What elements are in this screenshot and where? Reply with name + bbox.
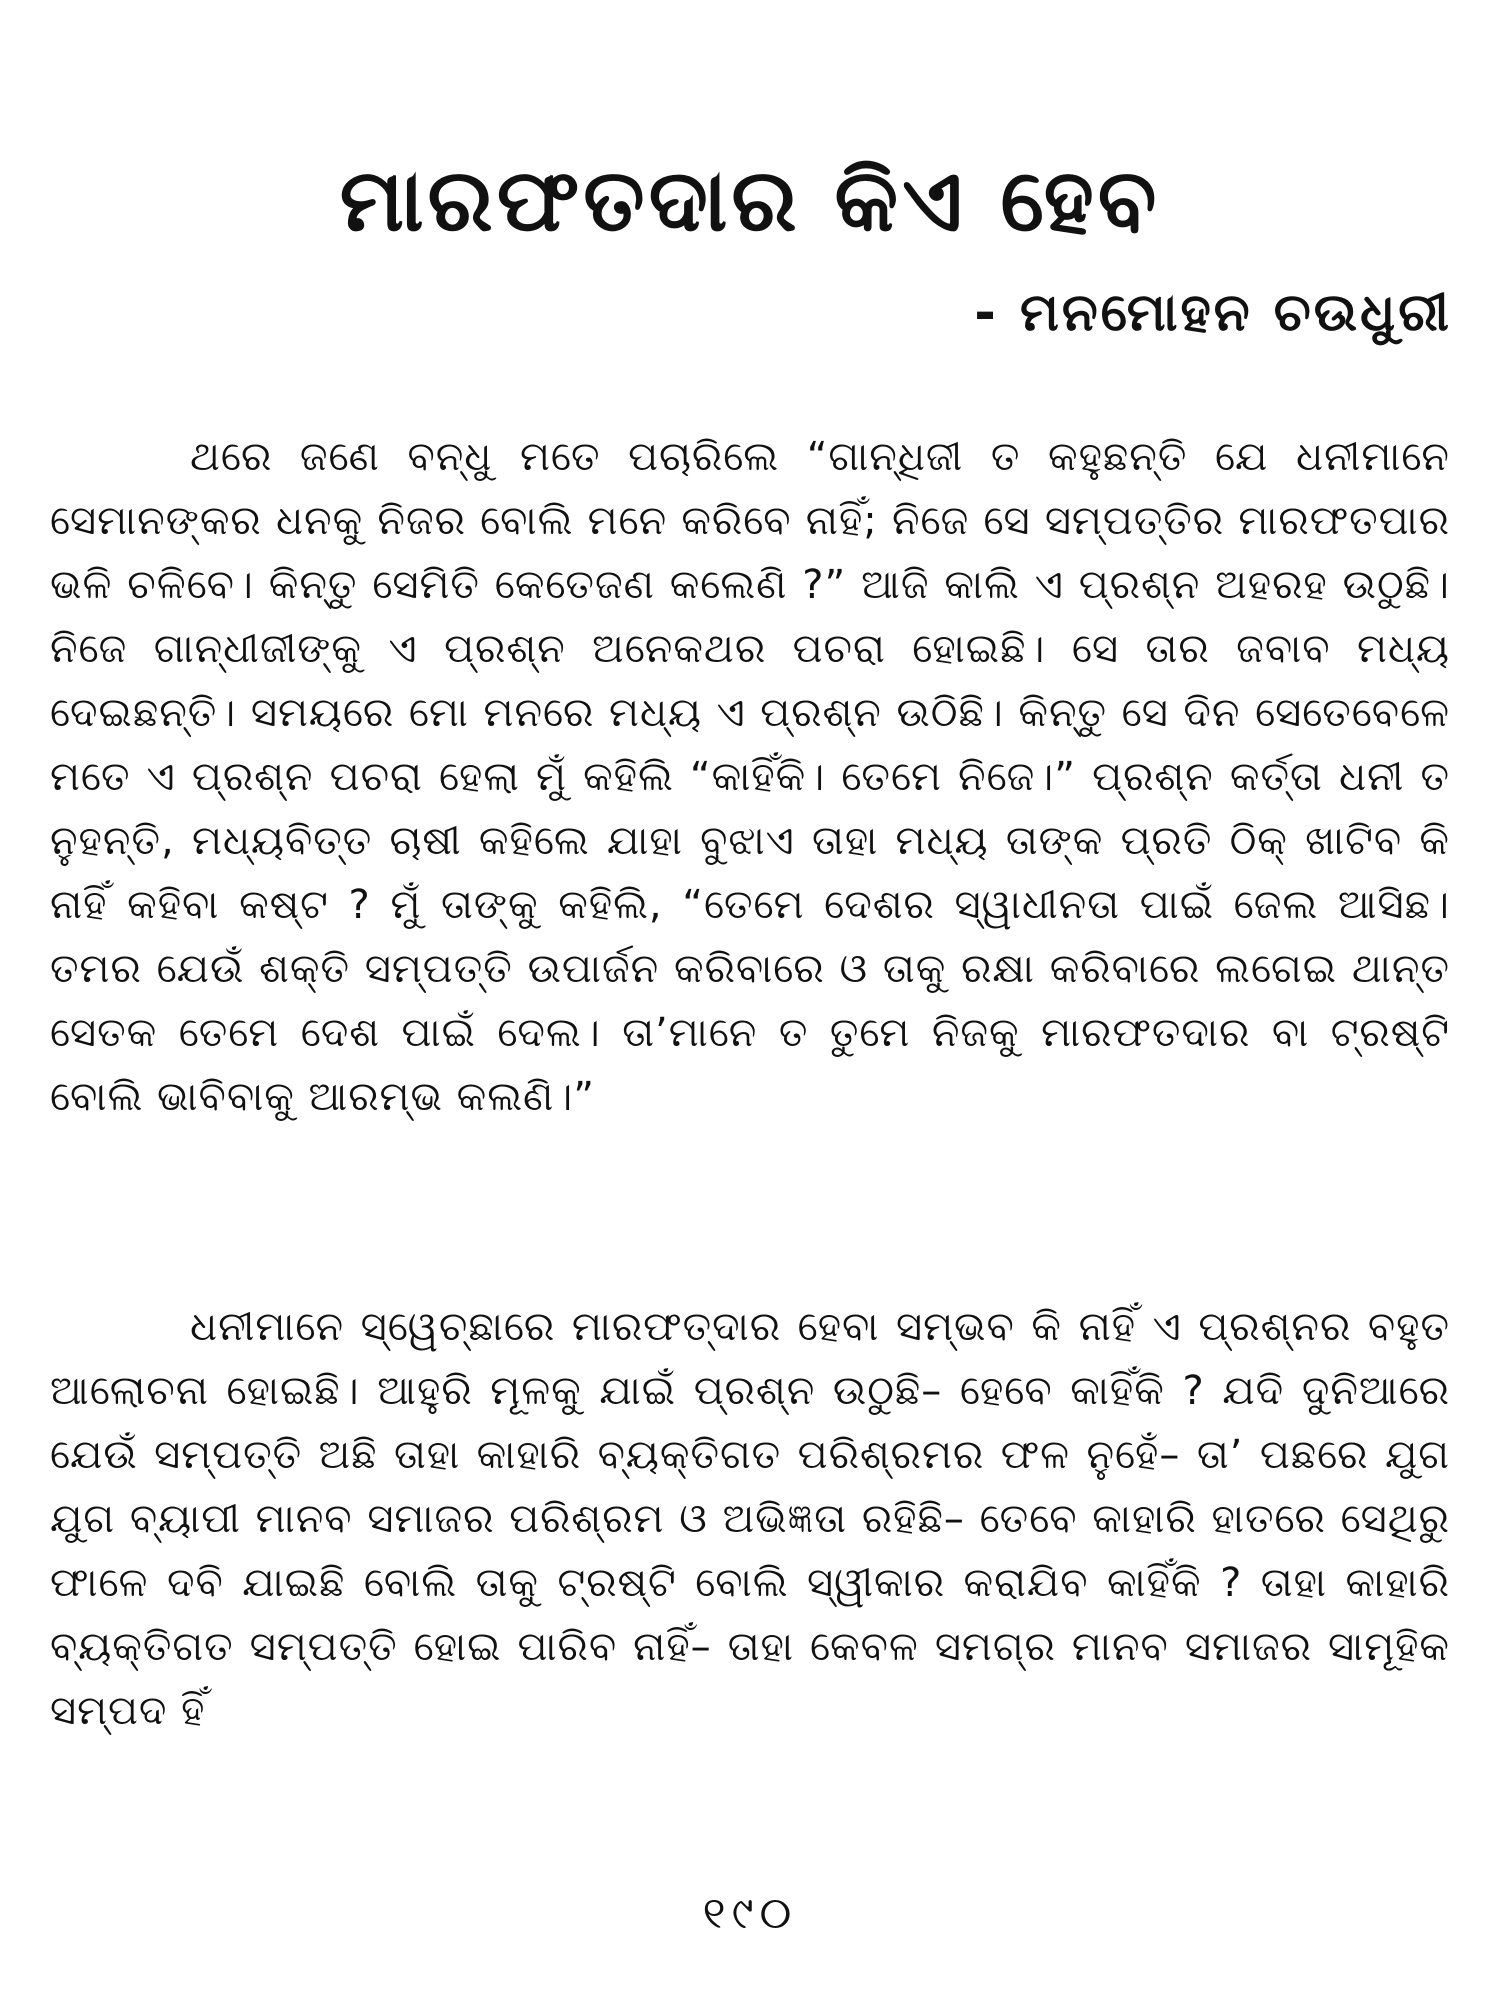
author-byline: - ମନମୋହନ ଚଉଧୁରୀ <box>974 283 1452 343</box>
body-paragraph-1 <box>50 425 1450 1129</box>
body-paragraph-2 <box>50 1295 1450 1743</box>
page-title: ମାରଫତଦାର କିଏ ହେବ <box>339 151 1161 251</box>
paragraph-text: ଧନୀମାନେ ସ୍ୱେଚ୍ଛାରେ ମାରଫତ୍‌ଦାର ହେବା ସମ୍ଭବ କି ନାହିଁ ଏ ପ୍ରଶ୍ନର ବହୁତ ଆଲୋଚନା ହୋଇଛି। ଆହୁରି ମୂଳକୁ ଯାଇଁ ପ୍ରଶ୍ନ ଉଠୁଛି– ହେବେ କାହିଁକି ? ଯଦି ଦୁନିଆରେ ଯେଉଁ ସମ୍ପତ୍ତି ଅଛି ତାହା କାହାରି ବ୍ୟକ୍ତିଗତ ପରିଶ୍ରମର ଫଳ ନୁହେଁ– ତା’ ପଛରେ ଯୁଗ ଯୁଗ ବ୍ୟାପୀ ମାନବ ସମାଜର ପରିଶ୍ରମ ଓ ଅଭିଜ୍ଞତା ରହିଛି– ତେବେ କାହାରି ହାତରେ ସେଥିରୁ ଫାଳେ ଦବି ଯାଇଛି ବୋଲି ତାକୁ ଟ୍ରଷ୍ଟି ବୋଲି ସ୍ୱୀକାର କରାଯିବ କାହିଁକି ? ତାହା କାହାରି ବ୍ୟକ୍ତିଗତ ସମ୍ପତ୍ତି ହୋଇ ପାରିବ ନାହିଁ– ତାହା କେବଳ ସମଗ୍ର ମାନବ ସମାଜର ସାମୂହିକ ସମ୍ପଦ ହିଁ <box>50 1304 1450 1734</box>
page-number: ୧୯୦ <box>702 1888 798 1939</box>
paragraph-text: ଥରେ ଜଣେ ବନ୍ଧୁ ମତେ ପଚାରିଲେ “ଗାନ୍ଧିଜୀ ତ କହୁଛନ୍ତି ଯେ ଧନୀମାନେ ସେମାନଙ୍କର ଧନକୁ ନିଜର ବୋଲି ମନେ କରିବେ ନାହିଁ; ନିଜେ ସେ ସମ୍ପତ୍ତିର ମାରଫତପାର ଭଳି ଚଳିବେ। କିନ୍ତୁ ସେମିତି କେତେଜଣ କଲେଣି ?” ଆଜି କାଲି ଏ ପ୍ରଶ୍ନ ଅହରହ ଉଠୁଛି। ନିଜେ ଗାନ୍ଧୀଜୀଙ୍କୁ ଏ ପ୍ରଶ୍ନ ଅନେକଥର ପଚରା ହୋଇଛି। ସେ ତାର ଜବାବ ମଧ୍ୟ ଦେଇଛନ୍ତି। ସମୟରେ ମୋ ମନରେ ମଧ୍ୟ ଏ ପ୍ରଶ୍ନ ଉଠିଛି। କିନ୍ତୁ ସେ ଦିନ ସେତେବେଳେ ମତେ ଏ ପ୍ରଶ୍ନ ପଚରା ହେଲା ମୁଁ କହିଲି “କାହିଁକି। ତେମେ ନିଜେ।” ପ୍ରଶ୍ନ କର୍ତ୍ତା ଧନୀ ତ ନୁହନ୍ତି, ମଧ୍ୟବିତ୍ତ ଚାଷୀ କହିଲେ ଯାହା ବୁଝାଏ ତାହା ମଧ୍ୟ ତାଙ୍କ ପ୍ରତି ଠିକ୍ ଖାଟିବ କି ନାହିଁ କହିବା କଷ୍ଟ ? ମୁଁ ତାଙ୍କୁ କହିଲି, “ତେମେ ଦେଶର ସ୍ୱାଧୀନତା ପାଇଁ ଜେଲ ଆସିଛ। ତମର ଯେଉଁ ଶକ୍ତି ସମ୍ପତ୍ତି ଉପାର୍ଜନ କରିବାରେ ଓ ତାକୁ ରକ୍ଷା କରିବାରେ ଲଗେଇ ଥାନ୍ତ ସେତକ ତେମେ ଦେଶ ପାଇଁ ଦେଲ। ତା’ମାନେ ତ ତୁମେ ନିଜକୁ ମାରଫତଦାର ବା ଟ୍ରଷ୍ଟି ବୋଲି ଭାବିବାକୁ ଆରମ୍ଭ କଲଣି।” <box>50 434 1450 1120</box>
